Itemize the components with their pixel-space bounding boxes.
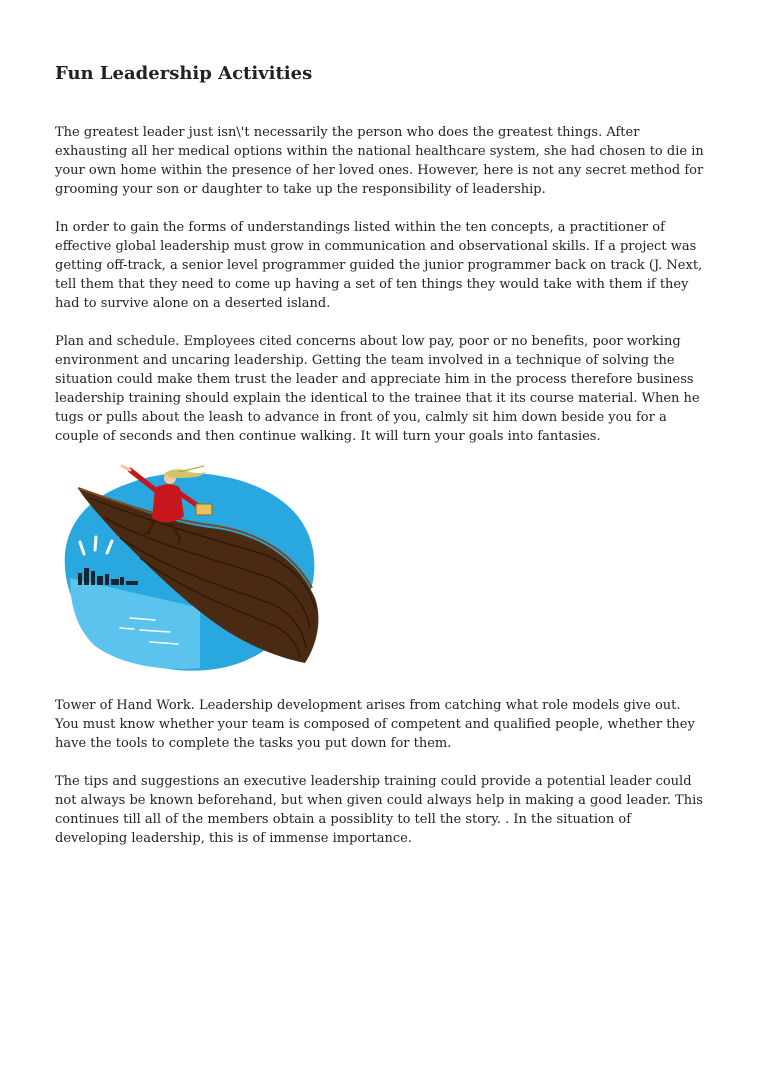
paragraph-1: The greatest leader just isn\'t necessarily the person who does the greatest things. After exhausting all her medical options within the national healthcare system, she had chosen to die in your own home within the presence of her loved ones. However, here is not any secret method for grooming your son or daughter to take up the responsibility of leadership.: [55, 125, 704, 197]
leader-ship-illustration: [60, 458, 322, 674]
paragraph-2: In order to gain the forms of understandings listed within the ten concepts, a practitioner of effective global leadership must grow in communication and observational skills. If a project was getting off-track, a senior level programmer guided the junior programmer back on track (J. Next, tell them that they need to come up having a set of ten things they would take with them if they had to survive alone on a deserted island.: [55, 220, 703, 311]
paragraph-4: Tower of Hand Work. Leadership development arises from catching what role models give out. You must know whether your team is composed of competent and qualified people, whether they have the tools to complete the tasks you put down for them.: [55, 698, 695, 751]
page-title: Fun Leadership Activities: [55, 63, 313, 84]
briefcase: [196, 504, 212, 515]
paragraph-5: The tips and suggestions an executive leadership training could provide a potential leader could not always be known beforehand, but when given could always help in making a good leader. This continues till all of the members obtain a possiblity to tell the story. . In the situation of developing leadership, this is of immense importance.: [55, 774, 703, 846]
clipart-leader-on-ship: [60, 458, 322, 674]
paragraph-3: Plan and schedule. Employees cited concerns about low pay, poor or no benefits, poor working environment and uncaring leadership. Getting the team involved in a technique of solving the situation could make them trust the leader and appreciate him in the process therefore business leadership training should explain the identical to the trainee that it its course material. When he tugs or pulls about the leash to advance in front of you, calmly sit him down beside you for a couple of seconds and then continue walking. It will turn your goals into fantasies.: [55, 334, 700, 444]
